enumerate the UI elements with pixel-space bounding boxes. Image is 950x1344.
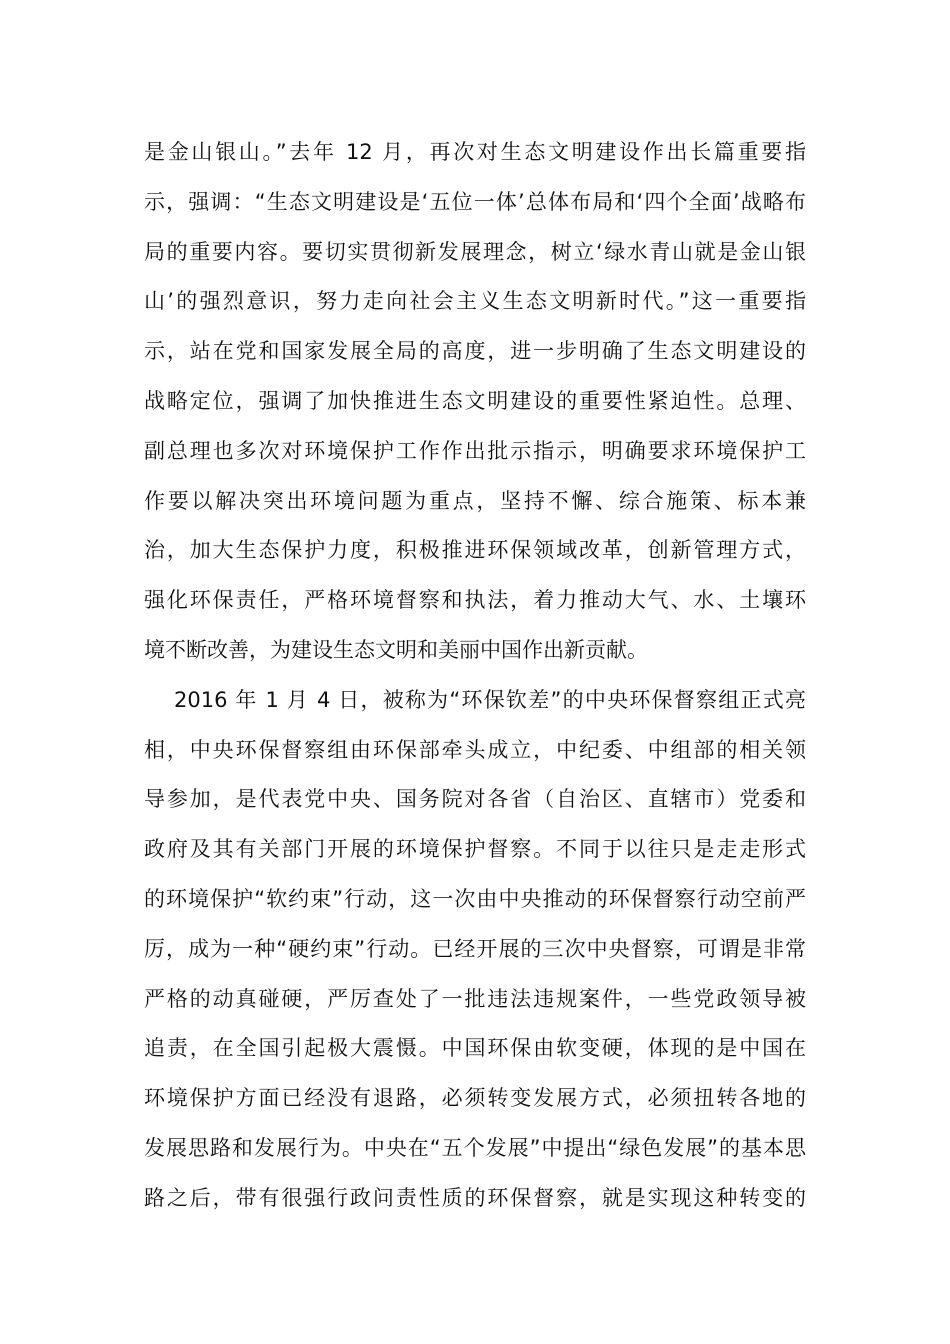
text-line: 相，中央环保督察组由环保部牵头成立，中纪委、中组部的相关领 bbox=[144, 737, 806, 762]
text-line: 的环境保护“软约束”行动，这一次由中央推动的环保督察行动空前严 bbox=[144, 886, 806, 911]
text-line: 导参加，是代表党中央、国务院对各省（自治区、直辖市）党委和 bbox=[144, 787, 806, 812]
text-line: 2016 年 1 月 4 日，被称为“环保钦差”的中央环保督察组正式亮 bbox=[174, 687, 806, 712]
text-line: 局的重要内容。要切实贯彻新发展理念，树立‘绿水青山就是金山银 bbox=[144, 239, 806, 264]
text-line: 强化环保责任，严格环境督察和执法，着力推动大气、水、土壤环 bbox=[144, 588, 806, 613]
text-line: 发展思路和发展行为。中央在“五个发展”中提出“绿色发展”的基本思 bbox=[144, 1135, 806, 1160]
text-line: 厉，成为一种“硬约束”行动。已经开展的三次中央督察，可谓是非常 bbox=[144, 936, 806, 961]
text-line: 示，站在党和国家发展全局的高度，进一步明确了生态文明建设的 bbox=[144, 339, 806, 364]
text-line: 路之后，带有很强行政问责性质的环保督察，就是实现这种转变的 bbox=[144, 1185, 806, 1210]
text-line: 严格的动真碰硬，严厉查处了一批违法违规案件，一些党政领导被 bbox=[144, 986, 806, 1011]
text-line: 境不断改善，为建设生态文明和美丽中国作出新贡献。 bbox=[144, 637, 648, 662]
text-line: 战略定位，强调了加快推进生态文明建设的重要性紧迫性。总理、 bbox=[144, 388, 806, 413]
paragraph-2 bbox=[144, 676, 806, 1224]
text-line: 副总理也多次对环境保护工作作出批示指示，明确要求环境保护工 bbox=[144, 438, 806, 463]
text-line: 追责，在全国引起极大震慑。中国环保由软变硬，体现的是中国在 bbox=[144, 1036, 806, 1061]
text-line: 示，强调：“生态文明建设是‘五位一体’总体布局和‘四个全面’战略布 bbox=[144, 189, 806, 214]
body-text bbox=[144, 128, 806, 1224]
paragraph-1 bbox=[144, 128, 806, 676]
text-line: 环境保护方面已经没有退路，必须转变发展方式，必须扭转各地的 bbox=[144, 1086, 806, 1111]
text-line: 政府及其有关部门开展的环境保护督察。不同于以往只是走走形式 bbox=[144, 837, 806, 862]
text-line: 作要以解决突出环境问题为重点，坚持不懈、综合施策、标本兼 bbox=[144, 488, 806, 513]
text-line: 治，加大生态保护力度，积极推进环保领域改革，创新管理方式， bbox=[144, 538, 806, 563]
text-line: 是金山银山。”去年 12 月，再次对生态文明建设作出长篇重要指 bbox=[144, 140, 806, 164]
text-line: 山’的强烈意识，努力走向社会主义生态文明新时代。”这一重要指 bbox=[144, 289, 806, 314]
